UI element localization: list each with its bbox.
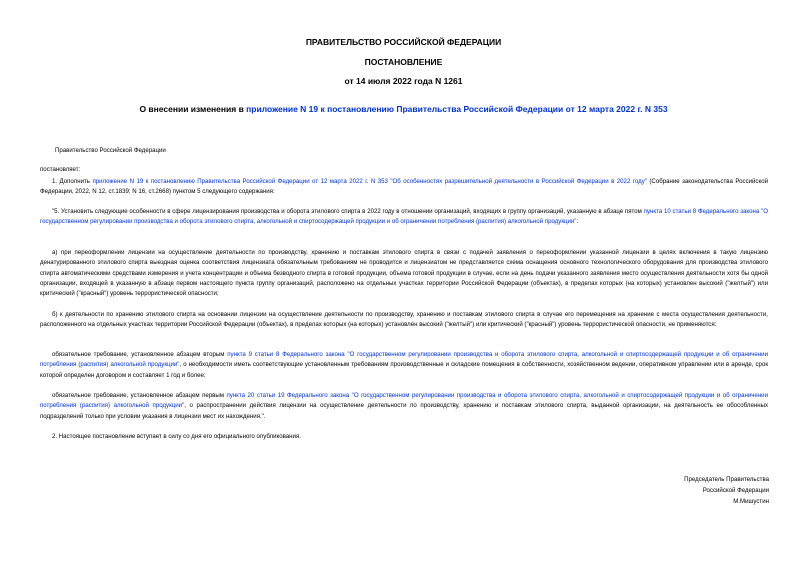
signature-block bbox=[684, 474, 769, 507]
requirement-1 bbox=[40, 350, 768, 381]
paragraph-2 bbox=[40, 432, 768, 442]
pa-text: а) при переоформлении лицензии на осуществление деятельности по производству, хранению и поставкам этилового спирта в связи с подачей заявления о переоформлении указанной лицензии в целях включения в такую лицензию денатурированного этилового спирта выездная оценка соответствия лицензиата обязательным требованиям не проводится и лицензиатом не представляется схема оснащения основного технологического оборудования для производства этилового спирта автоматическими средствами измерения и учета концентрации и объема безводного спирта в готовой продукции, объема готовой продукции в случае, если на день подачи указанного заявления место осуществления деятельности хотя бы одной организации, входящей в указанную в абзаце первом настоящего пункта группу организаций, расположено на отдельных участках территории Российской Федерации (объектах), в пределах которых (на которых) установлен высокий ("желтый") или критический ("красный") уровень террористической опасности; bbox=[40, 249, 768, 298]
date-number-heading: от 14 июля 2022 года N 1261 bbox=[344, 76, 463, 86]
pb2-text-a: обязательное требование, установленное абзацем первым bbox=[52, 392, 227, 399]
title-link[interactable]: приложение N 19 к постановлению Правительства Российской Федерации от 12 марта 2022 г. N 353 bbox=[246, 104, 668, 114]
paragraph-5 bbox=[40, 207, 768, 228]
pb1-text-b: , о необходимости иметь соответствующие установленным требованиям производственные и складские помещения в собственности, хозяйственном ведении, оперативном управлении или в аренде, срок которой определен договором и составляет 1 год и более; bbox=[40, 361, 769, 379]
signature-org: Российской Федерации bbox=[702, 487, 769, 494]
signature-name: М.Мишустин bbox=[733, 498, 769, 505]
p5-text-b: : bbox=[576, 218, 579, 226]
pb2-text-b: , о распространении действия лицензии на осуществление деятельности по производству, хранению и поставкам этилового спирта, выданной организации, на деятельность ее обособленных подразделений только при условии указания в лицензии мест их нахождения.". bbox=[40, 402, 768, 420]
paragraph-1 bbox=[40, 177, 768, 198]
pb-text: б) к деятельности по хранению этилового спирта на основании лицензии на осуществление деятельности по производству, хранению и поставкам этилового спирта в случае его перемещения на хранение с места осуществления деятельности, расположенного на отдельных участках территории Российской Федерации (объектах), в пределах которых (на которых) установлен высокий ("желтый") или критический ("красный") уровень террористической опасности, не применяются: bbox=[40, 311, 768, 329]
signature-title: Председатель Правительства bbox=[684, 476, 769, 483]
org-heading: ПРАВИТЕЛЬСТВО РОССИЙСКОЙ ФЕДЕРАЦИИ bbox=[305, 37, 502, 47]
p1-text-a: 1. Дополнить bbox=[52, 178, 93, 185]
decides-text: постановляет: bbox=[40, 166, 81, 173]
p2-text: 2. Настоящее постановление вступает в силу со дня его официального опубликования. bbox=[52, 433, 301, 440]
p5-link[interactable]: пункта 10 статьи 8 Федерального закона "О государственном регулировании производства и оборота этилового спирта, алкогольной и спиртосодержащей продукции и об ограничении потребления (распития) алкогольной продукции" bbox=[40, 208, 768, 226]
title-prefix: О внесении изменения в bbox=[139, 104, 247, 114]
p1-link[interactable]: приложение N 19 к постановлению Правительства Российской Федерации от 12 марта 2022 г. N 353 "Об особенностях разрешительной деятельности в Российской Федерации в 2022 году" bbox=[92, 178, 647, 185]
pb2-link[interactable]: пункта 20 статьи 19 Федерального закона "О государственном регулировании производства и оборота этилового спирта, алкогольной и спиртосодержащей продукции и об ограничении потребления (распития) алкогольной продукции" bbox=[40, 392, 768, 410]
doc-type-heading: ПОСТАНОВЛЕНИЕ bbox=[364, 57, 443, 67]
government-text: Правительство Российской Федерации bbox=[55, 147, 166, 154]
document-title bbox=[0, 104, 807, 114]
pb1-link[interactable]: пункта 9 статьи 8 Федерального закона "О государственном регулировании производства и оборота этилового спирта, алкогольной и спиртосодержащей продукции и об ограничении потребления (распития) алкогольной продукции" bbox=[40, 351, 768, 369]
p1-text-b: (Собрание законодательства Российской Федерации, 2022, N 12, ст.1839; N 16, ст.2668) пунктом 5 следующего содержания: bbox=[40, 178, 768, 196]
subparagraph-b bbox=[40, 310, 768, 331]
pb1-text-a: обязательное требование, установленное абзацем вторым bbox=[52, 351, 228, 358]
p5-text-a: "5. Установить следующие особенности в сфере лицензирования производства и оборота этилового спирта в 2022 году в отношении организаций, входящих в группу организаций, указанную в абзаце пятом bbox=[52, 208, 644, 215]
subparagraph-a bbox=[40, 248, 768, 299]
requirement-2 bbox=[40, 391, 768, 422]
